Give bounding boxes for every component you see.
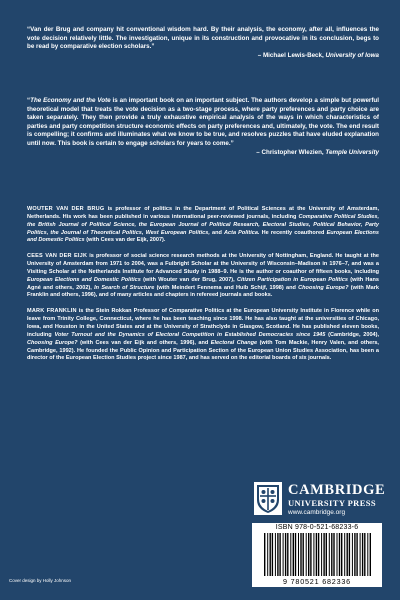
bio-segment: Electoral Change — [210, 339, 258, 346]
bio-segment: (with Tom Mackie, Henry Valen, and others, Cambridge, 1992). He founded the Public Opinion and Participation Section of the European Union Studies Association, has been a director of the European Election Studies project since 1987, and has served on the editorial boards of six journals. — [27, 339, 379, 362]
barcode-bar — [364, 533, 365, 576]
barcode-bar — [303, 533, 304, 576]
barcode-bar — [360, 533, 361, 576]
university-crest-icon — [254, 482, 282, 515]
barcode-bar — [354, 533, 355, 576]
quote-segment: “Van der Brug and company hit conventional wisdom hard. By their analysis, the economy, after all, influences the vote decision relatively little. The investigation, unique in its construction and provocative in its conclusion, begs to be read by comparative election scholars.” — [27, 26, 379, 51]
bio-segment: is professor of social science research methods at the University of Nottingham, England. He taught at the University of Amsterdam from 1971 to 2004, was a Fulbright Scholar at the University of Wisconsin–Madison in 1976–7, and was a Visiting Scholar at the Netherlands Institute for Advanced Study in 1988–9. He is the author or coauthor of fifteen books, including — [27, 253, 379, 275]
cover-design-credit: Cover design by Holly Johnson — [9, 578, 72, 583]
barcode-bar — [306, 533, 307, 576]
bio-segment: In Search of Structure — [94, 284, 155, 291]
barcode-bar — [264, 533, 265, 576]
review-attribution — [27, 149, 379, 158]
review-attribution — [27, 52, 379, 61]
review-quote-text — [27, 97, 379, 149]
barcode-bar — [341, 533, 342, 576]
publisher-subtitle: UNIVERSITY PRESS — [288, 498, 377, 508]
barcode-bar — [310, 533, 311, 576]
barcode-digits: 9 780521 682336 — [283, 577, 351, 586]
bio-segment: European Elections and Domestic Politics — [27, 276, 141, 283]
barcode-bar — [285, 533, 286, 576]
barcode-bar — [279, 533, 280, 576]
barcode-bar — [323, 533, 324, 576]
bio-segment: (with Cees van der Eijk, 2007). — [84, 237, 166, 244]
bio-segment: He recently coauthored — [259, 229, 327, 236]
barcode-bar — [347, 533, 348, 576]
barcode-bar — [295, 533, 296, 576]
barcode-bar — [329, 533, 330, 576]
bio-segment: is the Stein Rokkan Professor of Comparative Politics at the European University Institute in Florence while on leave from Trinity College, Connecticut, where he has been teaching since 1998. He has also taught at the universities of Chicago, Iowa, and Houston in the United States and at the University of Strathclyde in Glasgow, Scotland. He has published eleven books, including — [27, 308, 379, 338]
bio-segment: (Cambridge, 2004), — [325, 331, 380, 338]
isbn-label: ISBN 978-0-521-68233-6 — [275, 524, 359, 531]
isbn-barcode — [252, 523, 382, 587]
bio-segment: Comparative Political Studies, the British Journal of Political Science, the European Journal of Political Research, Electoral Studies, Political Behavior, Party Politics, the Journal of Theoretical Politics, West European Politics, — [27, 213, 379, 236]
quote-segment: is an important book on an important subject. The authors develop a simple but powerful theoretical model that treats the vote decision as a two-stage process, where party preferences and party choice are taken separately. They then provide a truly exhaustive empirical analysis of the ways in which characteristics of parties and party competition structure economic effects on party preferences and, ultimately, the vote. The end result is compelling; it confirms and illuminates what we know to be true, and resolves puzzles that have eluded explanation until now. This book is certain to engage scholars for years to come.” — [27, 97, 379, 147]
review-quote-wlezien — [27, 97, 379, 157]
barcode-bar — [277, 533, 278, 576]
barcode-bar — [290, 533, 291, 576]
bio-segment: Voter Turnout and the Dynamics of Electoral Competition in Established Democracies since 1945 — [54, 331, 326, 338]
author-bio-van-der-brug — [27, 206, 379, 245]
bio-segment: (with Mark Franklin and others, 1996), and of many articles and chapters in refereed journals and books. — [27, 284, 379, 299]
barcode-bar — [270, 533, 271, 576]
barcode-bar — [356, 533, 357, 576]
publisher-name: CAMBRIDGE — [288, 482, 386, 498]
author-name: MARK FRANKLIN — [27, 308, 77, 315]
quote-segment: “ — [27, 97, 31, 104]
barcode-bar — [316, 533, 317, 576]
barcode-bar — [267, 533, 268, 576]
bio-segment: Choosing Europe? — [27, 339, 78, 346]
barcode-bar — [333, 533, 334, 576]
bio-segment: (with Wouter van der Brug, 2007), — [140, 276, 237, 283]
barcode-bar — [300, 533, 301, 576]
bio-segment: Choosing Europe? — [298, 284, 349, 291]
barcode-bar — [308, 533, 309, 576]
barcode-bar — [287, 533, 288, 576]
reviewer-name: – Christopher Wlezien, — [256, 148, 326, 156]
barcode-bar — [293, 533, 294, 576]
author-name: CEES VAN DER EIJK — [27, 253, 88, 260]
bio-segment: Citizen Participation in European Politics — [236, 276, 348, 283]
review-quote-lewis-beck — [27, 26, 379, 60]
barcode-bar — [283, 533, 284, 576]
review-quote-text — [27, 26, 379, 52]
bio-segment: and — [209, 229, 225, 236]
barcode-bar — [370, 533, 371, 576]
author-name: WOUTER VAN DER BRUG — [27, 206, 105, 212]
barcode-bar — [318, 533, 319, 576]
publisher-url: www.cambridge.org — [288, 509, 346, 516]
reviewer-affiliation: Temple University — [325, 148, 379, 156]
barcode-bar — [352, 533, 353, 576]
barcode-bar — [326, 533, 327, 576]
bio-segment: European Elections and Domestic Politics — [27, 229, 379, 244]
barcode-bar — [367, 533, 368, 576]
barcode-bar — [337, 533, 338, 576]
barcode-bar — [344, 533, 345, 576]
author-bios — [27, 206, 379, 371]
bio-segment: (with Hans Agné and others, 2002), — [27, 276, 379, 291]
barcode-bar — [331, 533, 332, 576]
quote-segment: The Economy and the Vote — [30, 97, 111, 104]
barcode-bar — [349, 533, 350, 576]
bio-segment: (with Cees van der Eijk and others, 1996), and — [77, 339, 211, 346]
bio-segment: (with Meindert Fennema and Huib Schijf, 1998) and — [154, 284, 299, 291]
bio-segment: Acta Politica. — [224, 229, 260, 236]
barcode-bar — [298, 533, 299, 576]
publisher-logo — [254, 482, 384, 517]
author-bio-van-der-eijk — [27, 253, 379, 300]
barcode-bar — [339, 533, 340, 576]
reviewer-name: – Michael Lewis-Beck, — [257, 51, 326, 59]
author-bio-franklin — [27, 308, 379, 363]
bio-segment: is professor of politics in the Department of Political Sciences at the University of Amsterdam, Netherlands. His work has been published in various international peer-reviewed journals, including — [27, 206, 379, 220]
barcode-bar — [362, 533, 363, 576]
barcode-bar — [275, 533, 276, 576]
reviewer-affiliation: University of Iowa — [325, 51, 379, 59]
barcode-bar — [272, 533, 273, 576]
barcode-bar — [313, 533, 314, 576]
barcode-bar — [321, 533, 322, 576]
